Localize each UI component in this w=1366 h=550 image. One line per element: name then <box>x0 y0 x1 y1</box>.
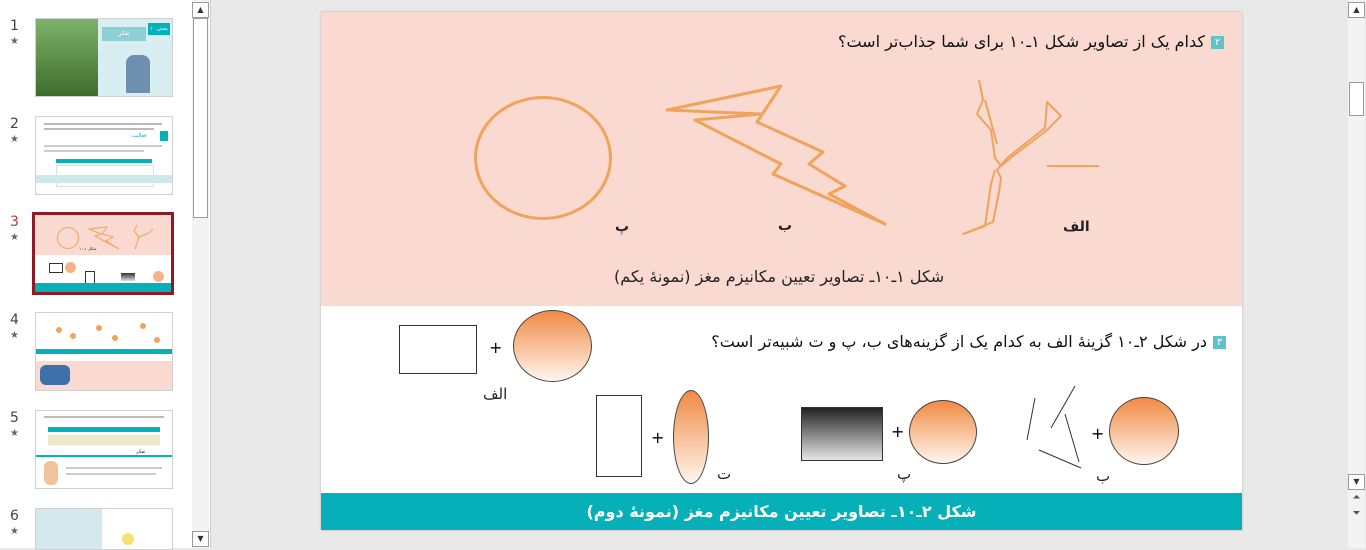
dot <box>112 335 118 341</box>
slide-number: 4 <box>10 312 19 328</box>
label-alef: الف <box>1063 219 1090 235</box>
star-icon: ★ <box>10 428 19 439</box>
dot <box>140 323 146 329</box>
band <box>36 509 102 549</box>
band <box>36 175 172 183</box>
dot <box>122 533 134 545</box>
slide-thumbnail-5[interactable] <box>35 410 173 489</box>
text-line <box>66 467 162 469</box>
slide-number: 1 <box>10 18 19 34</box>
star-icon: ★ <box>10 134 19 145</box>
text-line <box>44 150 144 152</box>
alef-circle <box>513 310 592 382</box>
circle-shape <box>65 262 76 273</box>
slide-number: 5 <box>10 410 19 426</box>
thumbnail-title: نفکر <box>102 27 146 41</box>
star-icon: ★ <box>10 36 19 47</box>
slide-scrollbar[interactable] <box>1348 0 1365 548</box>
scroll-thumb[interactable] <box>193 18 208 218</box>
thumbnail-footer <box>35 283 171 292</box>
circle-shape <box>153 271 164 282</box>
thumbnail-scrollbar[interactable] <box>192 0 209 548</box>
question-2-text: کدام یک از تصاویر شکل ۱ـ۱۰ برای شما جذاب‌تر است؟ <box>837 32 1205 51</box>
figure-2-caption-bar: شکل ۲ـ۱۰ـ تصاویر تعیین مکانیزم مغز (نمونهٔ دوم) <box>321 493 1242 530</box>
slide-number: 3 <box>10 214 19 230</box>
plus-sign: + <box>651 428 665 447</box>
slide-thumbnail-3[interactable] <box>32 212 174 295</box>
next-slide-button[interactable]: ⏷ <box>1352 508 1361 519</box>
star-icon: ★ <box>10 330 19 341</box>
text-line <box>44 145 162 147</box>
thumbnail-image <box>36 19 98 96</box>
figure-1-caption: شکل ۱ـ۱۰ـ تصاویر تعیین مکانیزم مغز (نمونهٔ یکم) <box>614 267 945 286</box>
text-line <box>44 123 162 125</box>
pe-circle <box>909 400 977 464</box>
rect-shape <box>49 263 63 273</box>
be-circle <box>1109 397 1179 465</box>
dot <box>70 333 76 339</box>
circle-figure <box>474 96 612 220</box>
text-line <box>44 128 154 130</box>
question-number-badge: ۲ <box>1211 36 1224 49</box>
question-3 <box>711 332 1226 351</box>
scroll-up-button[interactable]: ▲ <box>1348 2 1365 18</box>
thumbnail-image <box>40 365 70 385</box>
thumbnail-figure <box>44 461 58 485</box>
thumbnail-caption: شکل ۱ـ۱۰ <box>79 246 97 251</box>
slide-number: 2 <box>10 116 19 132</box>
scroll-down-button[interactable]: ▼ <box>192 531 209 547</box>
dot <box>56 327 62 333</box>
text-line <box>44 416 164 418</box>
thumbnail-heading: فعالیت <box>132 133 147 139</box>
thumbnail-figure <box>126 55 150 93</box>
te-ellipse <box>673 390 709 484</box>
thumbnail-badge: بخش ۱۰ <box>148 23 170 35</box>
bird-figure <box>961 74 1121 244</box>
slide-thumbnail-4[interactable] <box>35 312 173 391</box>
thumbnail-heading: تفکر <box>136 449 146 455</box>
lightning-figure <box>661 82 891 232</box>
question-3-text: در شکل ۲ـ۱۰ گزینهٔ الف به کدام یک از گزینه‌های ب، پ و ت شبیه‌تر است؟ <box>711 332 1207 351</box>
be-scattered-lines <box>1021 384 1091 474</box>
star-icon: ★ <box>10 526 19 537</box>
slide-thumbnail-2[interactable] <box>35 116 173 195</box>
bird-shape <box>127 223 157 251</box>
band <box>48 435 160 445</box>
star-icon: ★ <box>10 232 19 243</box>
band <box>36 349 172 354</box>
heading-mark <box>160 131 168 141</box>
label-alef: الف <box>483 385 508 403</box>
band <box>48 427 160 432</box>
rule <box>36 455 172 457</box>
gradient-rect <box>121 273 135 281</box>
table-header <box>56 159 152 163</box>
scroll-down-button[interactable]: ▼ <box>1348 474 1365 490</box>
plus-sign: + <box>489 338 503 357</box>
slide-canvas[interactable] <box>321 12 1242 530</box>
scroll-thumb[interactable] <box>1349 82 1364 116</box>
plus-sign: + <box>1091 424 1105 443</box>
label-be: ب <box>1096 467 1111 485</box>
question-2 <box>838 32 1224 51</box>
dot <box>154 337 160 343</box>
label-pe: پ <box>615 219 630 235</box>
question-number-badge: ۳ <box>1213 336 1226 349</box>
alef-rectangle <box>399 325 477 374</box>
label-be: ب <box>778 218 793 234</box>
te-rectangle <box>596 395 642 477</box>
slide-thumbnail-panel <box>0 0 211 548</box>
scroll-up-button[interactable]: ▲ <box>192 2 209 18</box>
circle-shape <box>57 227 79 249</box>
dot <box>96 325 102 331</box>
plus-sign: + <box>891 422 905 441</box>
slide-number: 6 <box>10 508 19 524</box>
pe-gradient-rectangle <box>801 407 883 461</box>
text-line <box>66 473 156 475</box>
label-te: ت <box>717 465 732 483</box>
slide-thumbnail-1[interactable] <box>35 18 173 97</box>
slide-thumbnail-6[interactable] <box>35 508 173 550</box>
previous-slide-button[interactable]: ⏶ <box>1352 492 1361 503</box>
label-pe: پ <box>897 465 912 483</box>
